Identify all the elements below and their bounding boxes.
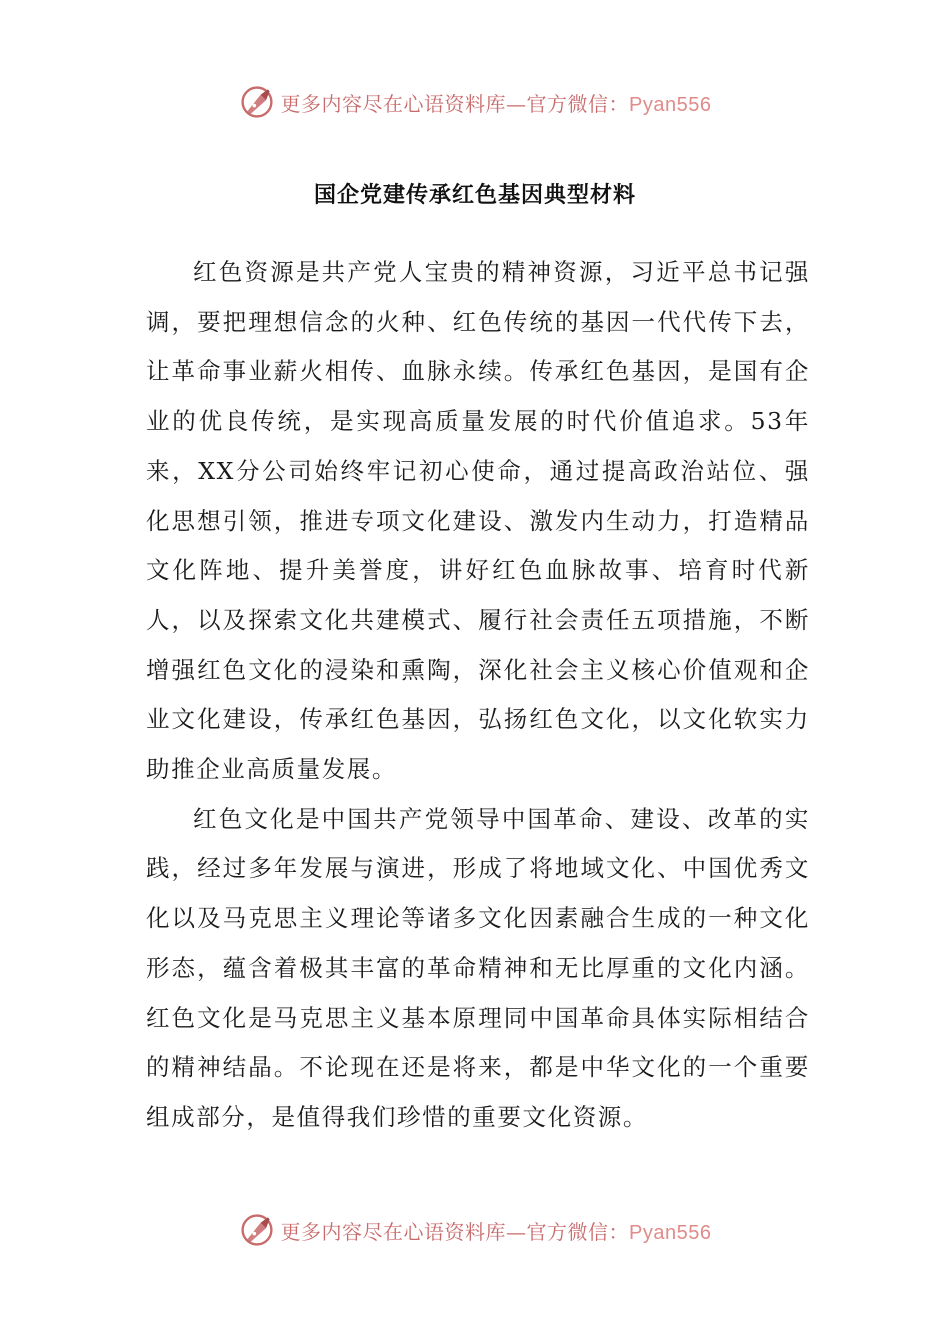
pen-nib-circle-icon [239, 1212, 275, 1248]
watermark-text: 更多内容尽在心语资料库—官方微信：Pyan556 [280, 91, 712, 116]
footer-watermark-banner [0, 1208, 950, 1252]
paragraph: 红色资源是共产党人宝贵的精神资源，习近平总书记强调，要把理想信念的火种、红色传统的基因一代代传下去，让革命事业薪火相传、血脉永续。传承红色基因，是国有企业的优良传统，是实现高质量发展的时代价值追求。53年来，XX分公司始终牢记初心使命，通过提高政治站位、强化思想引领，推进专项文化建设、激发内生动力，打造精品文化阵地、提升美誉度，讲好红色血脉故事、培育时代新人，以及探索文化共建模式、履行社会责任五项措施，不断增强红色文化的浸染和熏陶，深化社会主义核心价值观和企业文化建设，传承红色基因，弘扬红色文化，以文化软实力助推企业高质量发展。 [146, 258, 810, 784]
document-body [146, 248, 810, 1143]
watermark-text: 更多内容尽在心语资料库—官方微信：Pyan556 [280, 1219, 712, 1244]
wechat-id: Pyan556 [629, 1221, 712, 1244]
header-watermark-banner [0, 80, 950, 124]
wechat-id: Pyan556 [629, 93, 712, 116]
paragraph: 红色文化是中国共产党领导中国革命、建设、改革的实践，经过多年发展与演进，形成了将地域文化、中国优秀文化以及马克思主义理论等诸多文化因素融合生成的一种文化形态，蕴含着极其丰富的革命精神和无比厚重的文化内涵。红色文化是马克思主义基本原理同中国革命具体实际相结合的精神结晶。不论现在还是将来，都是中华文化的一个重要组成部分，是值得我们珍惜的重要文化资源。 [146, 804, 810, 1131]
document-title: 国企党建传承红色基因典型材料 [313, 183, 636, 208]
pen-nib-circle-icon [239, 84, 275, 120]
